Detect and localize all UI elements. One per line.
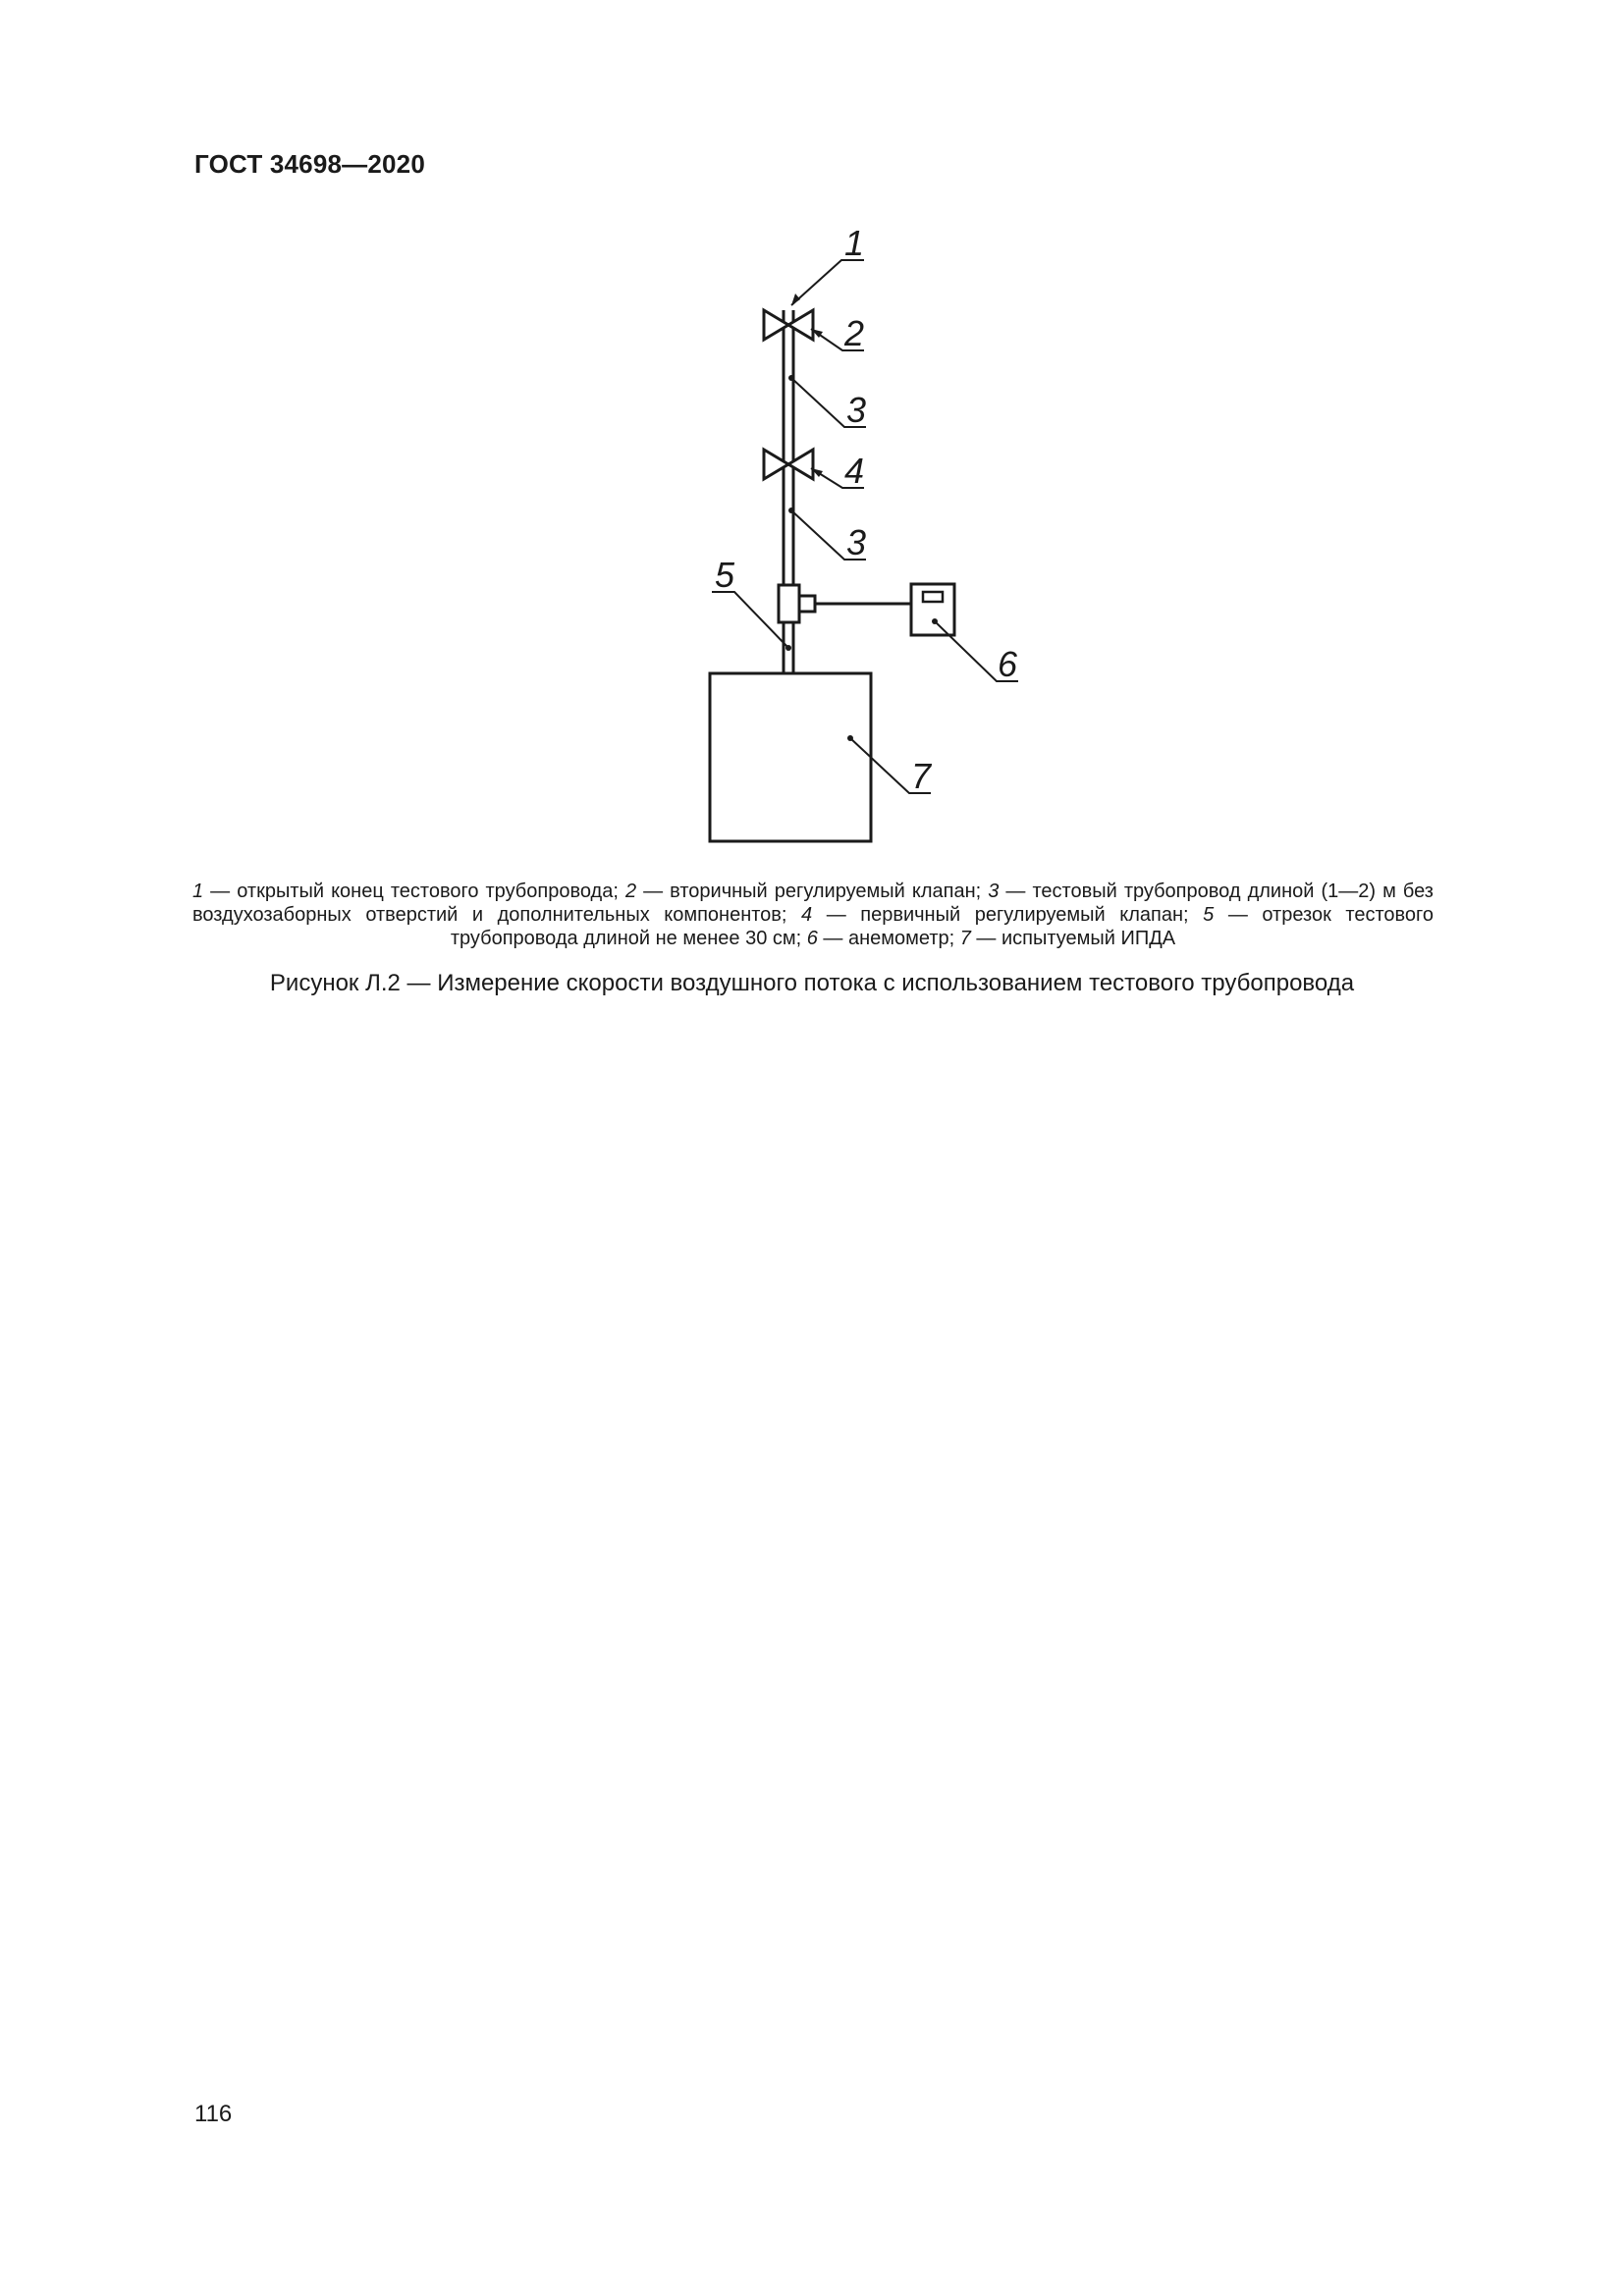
legend-item-1: 1 — открытый конец тестового трубопровода;	[192, 881, 625, 902]
callout-7: 7	[911, 756, 932, 796]
anemometer-sensor-probe	[799, 596, 815, 612]
legend-item-7: 7 — испытуемый ИПДА	[959, 928, 1176, 949]
leader-5	[712, 592, 788, 648]
leader-1-arrow	[791, 294, 800, 305]
leader-5-dot	[785, 645, 791, 651]
callout-3a: 3	[846, 390, 867, 430]
callout-3b: 3	[846, 522, 867, 562]
secondary-valve-icon	[764, 310, 813, 340]
test-pipeline-diagram	[0, 0, 1624, 864]
callout-5: 5	[715, 555, 735, 595]
leader-7-dot	[847, 735, 853, 741]
legend-item-4: 4 — первичный регулируемый клапан;	[801, 904, 1204, 926]
primary-valve-icon	[764, 450, 813, 479]
callout-1: 1	[844, 223, 865, 263]
figure-caption: Рисунок Л.2 — Измерение скорости воздушного потока с использованием тестового трубопровода	[269, 970, 1355, 996]
anemometer-sensor-body	[779, 585, 799, 622]
document-standard-header: ГОСТ 34698—2020	[194, 149, 425, 179]
leader-6-dot	[932, 618, 938, 624]
legend-item-6: 6 — анемометр;	[806, 928, 960, 949]
page-number: 116	[194, 2101, 233, 2127]
leader-3b-dot	[788, 507, 794, 513]
legend-item-3: 3 — тестовый трубопровод длиной (1—2) м без воздухозаборных отверстий и дополнительных компонентов;	[192, 881, 1434, 926]
leader-3a-dot	[788, 375, 794, 381]
figure-legend	[192, 880, 1434, 950]
legend-item-5: 5 — отрезок тестового трубопровода длиной не менее 30 см;	[450, 904, 1435, 949]
anemometer-display	[923, 592, 943, 602]
callout-6: 6	[998, 644, 1018, 684]
legend-item-2: 2 — вторичный регулируемый клапан;	[624, 881, 989, 902]
tested-device-box	[710, 673, 871, 841]
callout-4: 4	[844, 451, 865, 491]
leader-1	[791, 260, 864, 305]
callout-2: 2	[844, 313, 865, 353]
